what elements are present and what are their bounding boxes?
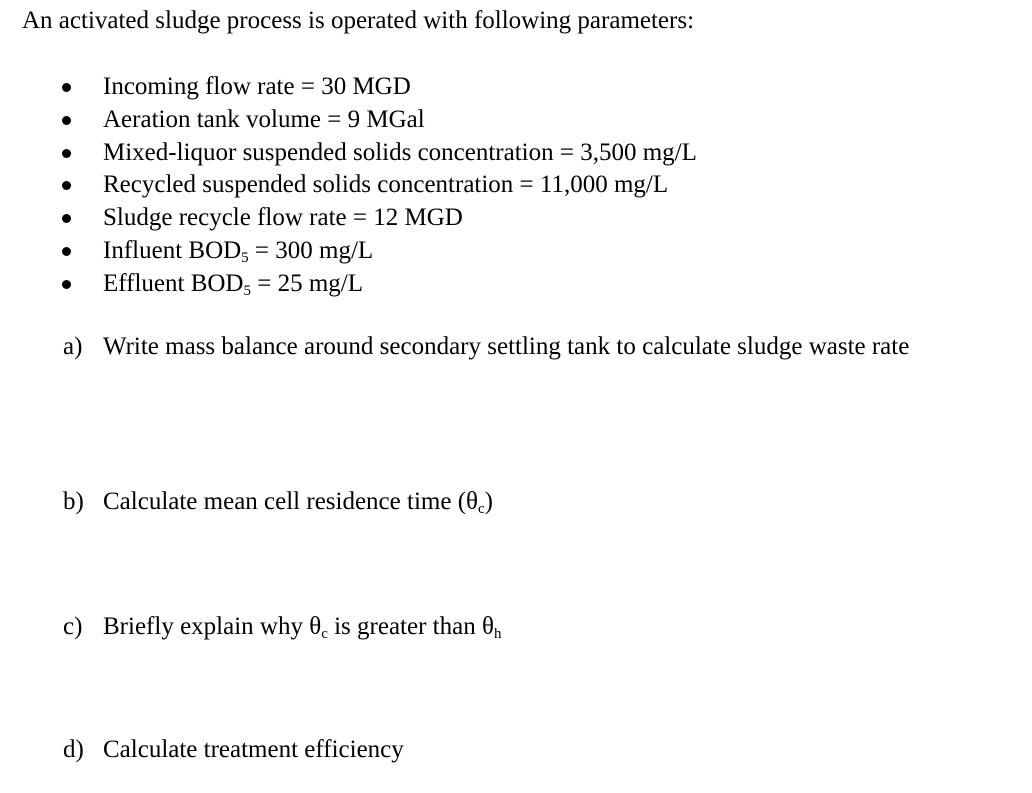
bullet-icon — [62, 83, 71, 92]
parameter-text: Incoming flow rate = 30 MGD — [103, 73, 411, 100]
bullet-icon — [62, 116, 71, 125]
parameter-text: Aeration tank volume = 9 MGal — [103, 105, 425, 133]
parameter-text: Effluent $BOD_5 = 25$ mg/L — [103, 269, 364, 299]
bullet-icon — [62, 280, 71, 289]
question-letter: d) — [63, 736, 84, 763]
question-letter: c) — [63, 613, 83, 640]
question-letter: b) — [63, 488, 84, 515]
intro-text: An activated sludge process is operated with following parameters: — [22, 7, 695, 34]
parameter-text: Influent $BOD_5 = 300$ mg/L — [103, 236, 374, 266]
bullet-icon — [62, 181, 71, 190]
parameter-text: Sludge recycle flow rate = 12 MGD — [103, 204, 463, 232]
parameter-text: Recycled suspended solids concentration = 11,000 mg/L — [103, 171, 669, 199]
bullet-icon — [62, 149, 71, 158]
bullet-icon — [62, 247, 71, 256]
question-text: Write mass balance around secondary settling tank to calculate sludge waste rate — [103, 333, 910, 360]
question-letter: a) — [63, 333, 83, 360]
question-text: Calculate mean cell residence time $(\theta_c)$ — [103, 488, 493, 517]
question-text: Briefly explain why $\theta_c$ is greater than $\theta_h$ — [103, 613, 502, 642]
bullet-icon — [62, 214, 71, 223]
question-text: Calculate treatment efficiency — [103, 736, 404, 763]
parameter-text: Mixed-liquor suspended solids concentration = 3,500 mg/L — [103, 138, 697, 166]
